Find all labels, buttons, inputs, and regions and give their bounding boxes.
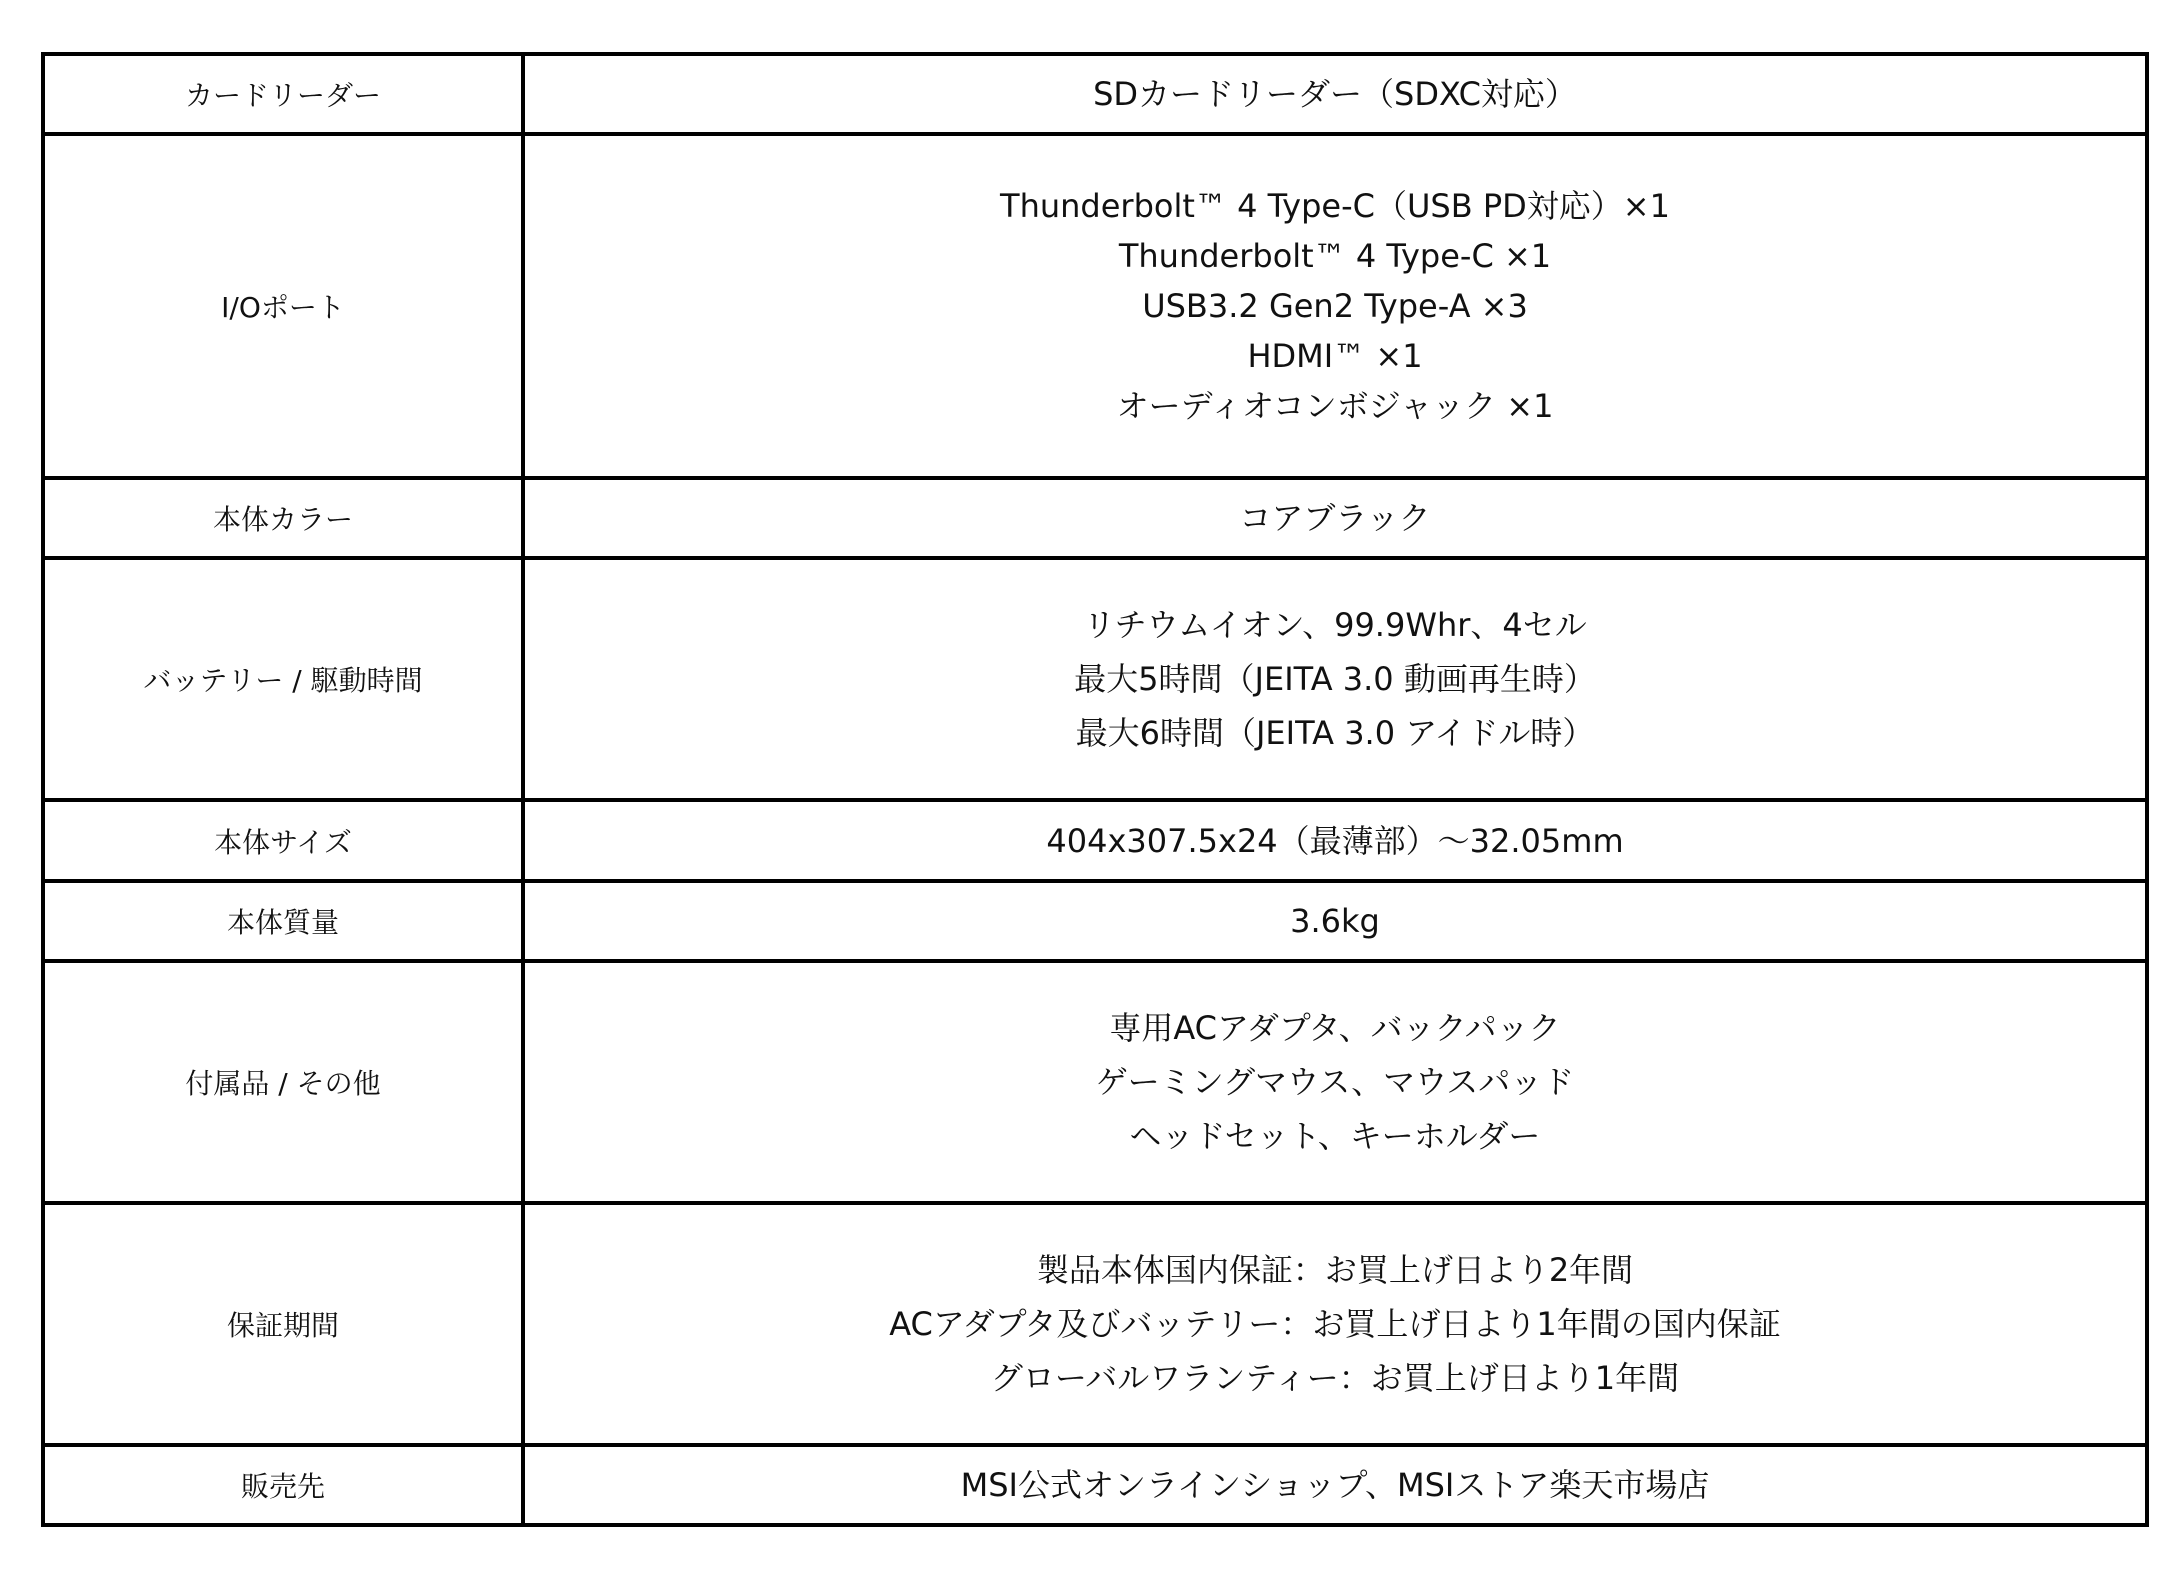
row-label: バッテリー / 駆動時間 (43, 558, 523, 800)
table-row-weight (43, 881, 2147, 961)
table-row-size (43, 800, 2147, 881)
value-line: Thunderbolt™ 4 Type-C ×1 (1118, 237, 1552, 275)
value-line: リチウムイオン、99.9Whr、4セル (1083, 606, 1587, 644)
row-label: 付属品 / その他 (43, 961, 523, 1203)
row-label: 本体質量 (43, 881, 523, 961)
value-line: Thunderbolt™ 4 Type-C（USB PD対応）×1 (1000, 187, 1670, 225)
table-row-warranty (43, 1203, 2147, 1445)
value-line: 最大5時間（JEITA 3.0 動画再生時） (1074, 660, 1596, 698)
value-line: オーディオコンボジャック ×1 (1116, 387, 1554, 425)
spec-table (41, 52, 2149, 1527)
row-value (523, 558, 2147, 800)
value-line: HDMI™ ×1 (1247, 337, 1423, 375)
row-label: 保証期間 (43, 1203, 523, 1445)
row-value (523, 961, 2147, 1203)
value-line: 最大6時間（JEITA 3.0 アイドル時） (1075, 714, 1595, 752)
row-label: 販売先 (43, 1445, 523, 1525)
table-row-retailer (43, 1445, 2147, 1525)
table-row-battery (43, 558, 2147, 800)
row-value (523, 1203, 2147, 1445)
value-line: グローバルワランティー：お買上げ日より1年間 (990, 1359, 1680, 1397)
value-line: USB3.2 Gen2 Type-A ×3 (1142, 287, 1528, 325)
row-value (523, 134, 2147, 478)
value-line: ゲーミングマウス、マウスパッド (1095, 1063, 1575, 1101)
table-row-accessories (43, 961, 2147, 1203)
table-row-card-reader (43, 54, 2147, 134)
row-label: I/Oポート (43, 134, 523, 478)
row-label: 本体サイズ (43, 800, 523, 881)
table-row-color (43, 478, 2147, 558)
row-label: カードリーダー (43, 54, 523, 134)
table-row-io-ports (43, 134, 2147, 478)
value-line: ACアダプタ及びバッテリー：お買上げ日より1年間の国内保証 (889, 1305, 1781, 1343)
value-line: 専用ACアダプタ、バックパック (1109, 1009, 1561, 1047)
value-line: 製品本体国内保証：お買上げ日より2年間 (1036, 1251, 1634, 1289)
row-label: 本体カラー (43, 478, 523, 558)
row-value: 3.6kg (523, 881, 2147, 961)
row-value: MSI公式オンラインショップ、MSIストア楽天市場店 (523, 1445, 2147, 1525)
row-value: SDカードリーダー（SDXC対応） (523, 54, 2147, 134)
row-value: コアブラック (523, 478, 2147, 558)
row-value: 404x307.5x24（最薄部）～32.05mm (523, 800, 2147, 881)
value-line: ヘッドセット、キーホルダー (1129, 1117, 1541, 1155)
